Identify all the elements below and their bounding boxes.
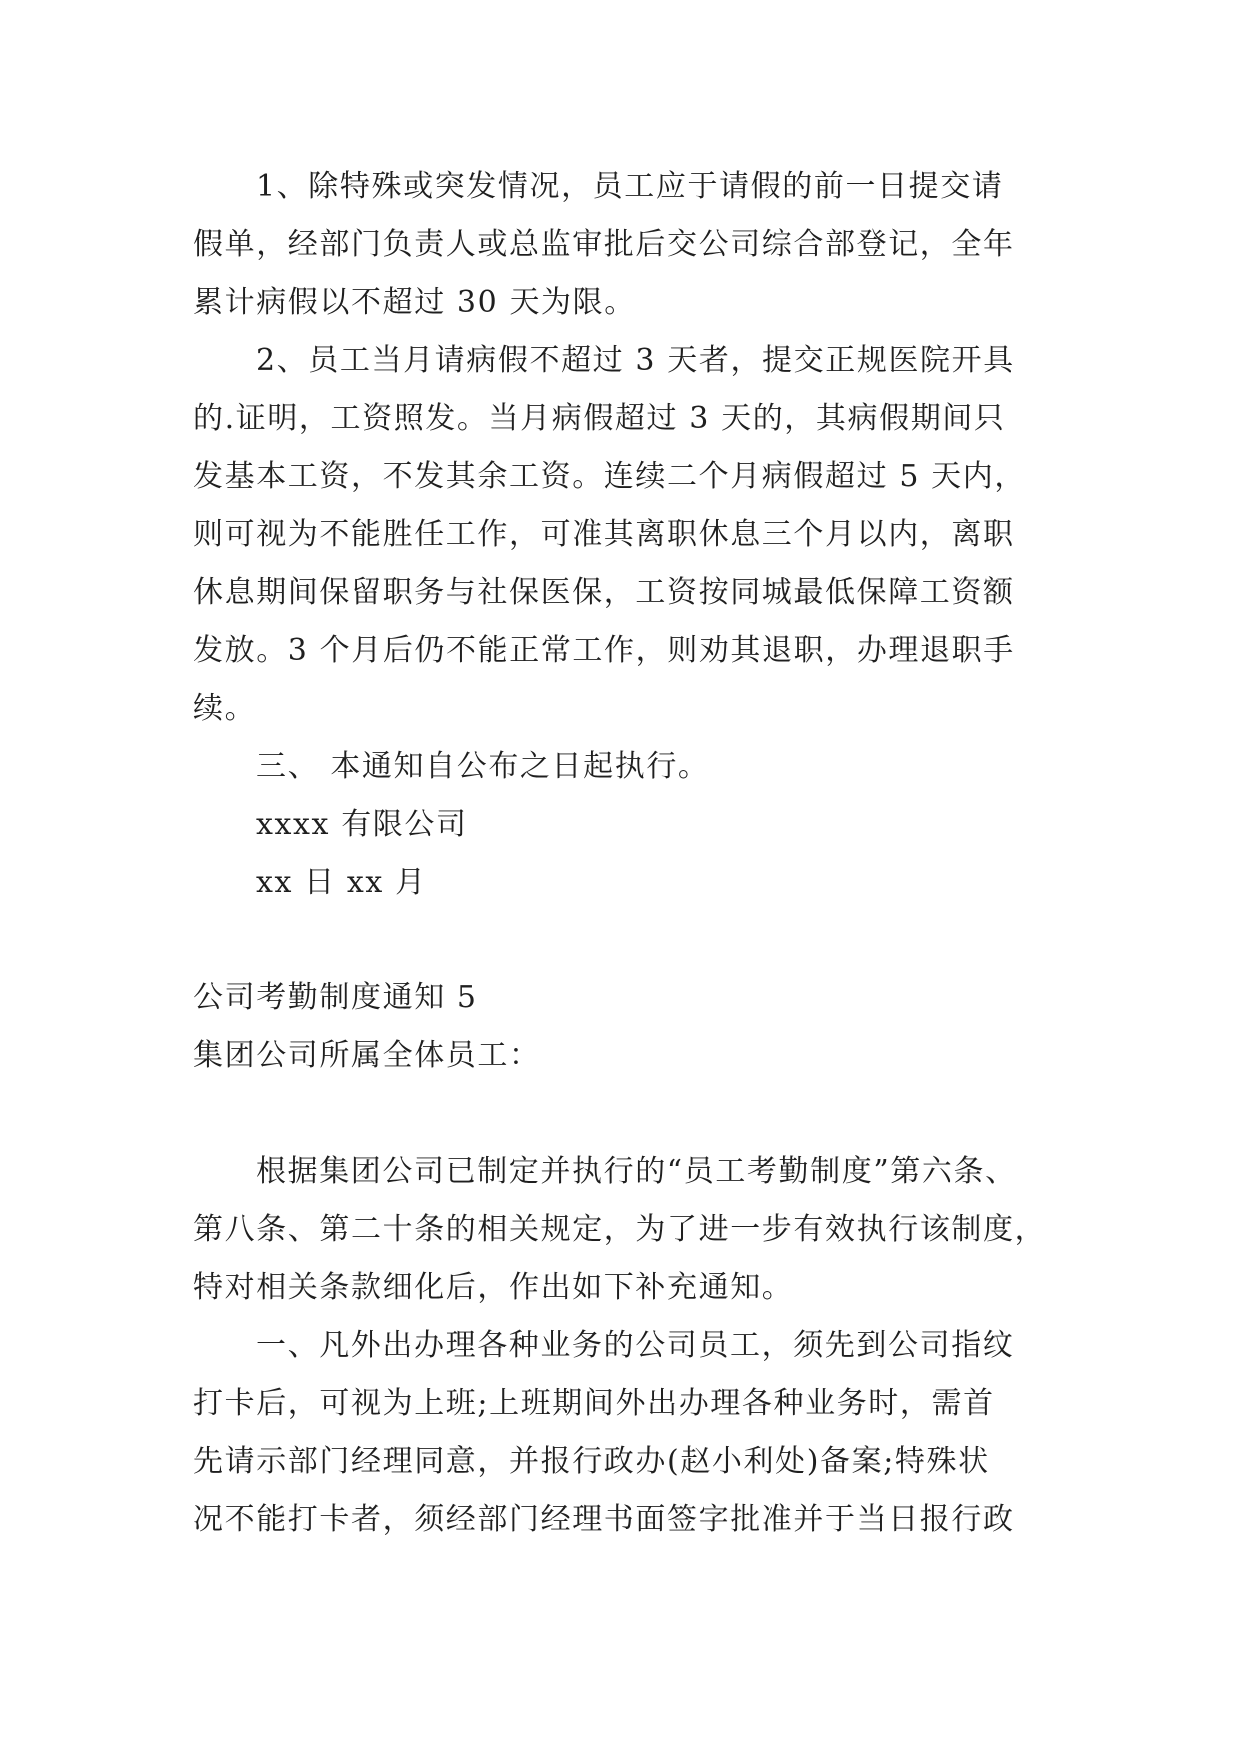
paragraph-line: 先请示部门经理同意，并报行政办(赵小利处)备案;特殊状 [193,1444,990,1479]
paragraph-line: 累计病假以不超过 30 天为限。 [193,285,636,320]
paragraph-line: 一、凡外出办理各种业务的公司员工，须先到公司指纹 [256,1328,1015,1363]
notice-recipient: 集团公司所属全体员工： [193,1038,541,1073]
paragraph-line: 发基本工资，不发其余工资。连续二个月病假超过 5 天内， [193,459,1026,494]
paragraph-line: 的.证明，工资照发。当月病假超过 3 天的，其病假期间只 [193,401,1006,436]
section-item: 三、 本通知自公布之日起执行。 [256,749,710,784]
paragraph-line: 况不能打卡者，须经部门经理书面签字批准并于当日报行政 [193,1502,1015,1537]
paragraph-line: 打卡后，可视为上班;上班期间外出办理各种业务时，需首 [193,1386,995,1421]
notice-date: xx 日 xx 月 [256,865,427,900]
paragraph-line: 1、除特殊或突发情况，员工应于请假的前一日提交请 [256,169,1004,204]
paragraph-line: 休息期间保留职务与社保医保，工资按同城最低保障工资额 [193,575,1015,610]
company-name: xxxx 有限公司 [256,807,468,842]
paragraph-line: 发放。3 个月后仍不能正常工作，则劝其退职，办理退职手 [193,633,1015,668]
paragraph-line: 假单，经部门负责人或总监审批后交公司综合部登记，全年 [193,227,1015,262]
notice-title: 公司考勤制度通知 5 [193,980,478,1015]
paragraph-line: 续。 [193,691,257,726]
paragraph-line: 第八条、第二十条的相关规定，为了进一步有效执行该制度， [193,1212,1047,1247]
paragraph-line: 根据集团公司已制定并执行的“员工考勤制度”第六条、 [256,1154,1017,1189]
paragraph-line: 2、员工当月请病假不超过 3 天者，提交正规医院开具 [256,343,1015,378]
paragraph-line: 特对相关条款细化后，作出如下补充通知。 [193,1270,794,1305]
paragraph-line: 则可视为不能胜任工作，可准其离职休息三个月以内，离职 [193,517,1015,552]
